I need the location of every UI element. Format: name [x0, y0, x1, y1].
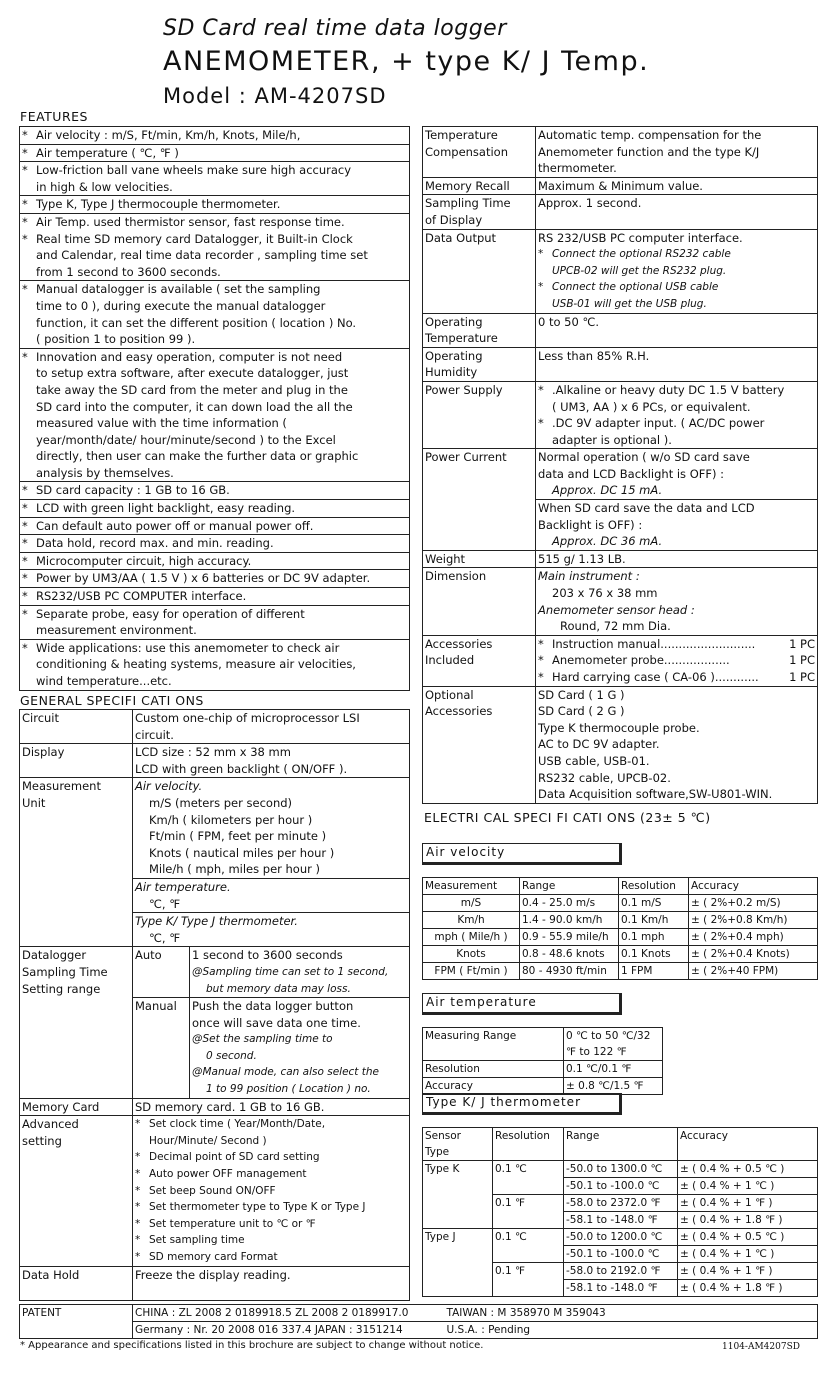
- table-cell: 0.9 - 55.9 mile/h: [520, 929, 619, 946]
- power-current-sd: When SD card save the data and LCD Backlight is OFF) : Approx. DC 36 mA.: [536, 500, 818, 551]
- table-cell: mph ( Mile/h ): [423, 929, 520, 946]
- range-cell: -50.0 to 1200.0 ℃: [564, 1229, 678, 1246]
- accessories-value: * Instruction manual.......................... 1 PC * Anemometer probe.................. 1 PC * Hard carrying case ( CA-06 )............ 1 PC: [536, 635, 818, 686]
- th-range: Range: [564, 1128, 678, 1161]
- table-cell: m/S: [423, 895, 520, 912]
- accuracy-cell: ± ( 0.4 % + 1 ℃ ): [678, 1178, 818, 1195]
- temp-compensation-label: Temperature Compensation: [423, 127, 536, 178]
- type-k-res-c: 0.1 ℃: [493, 1161, 564, 1195]
- accuracy-cell: ± ( 0.4 % + 1 ℃ ): [678, 1246, 818, 1263]
- table-row: [423, 946, 818, 963]
- optional-accessories-value: SD Card ( 1 G ) SD Card ( 2 G ) Type K thermocouple probe. AC to DC 9V adapter. USB cable, USB-01. RS232 cable, UPCB-02. Data Acquisition software,SW-U801-WIN.: [536, 686, 818, 803]
- table-row: [423, 963, 818, 980]
- feature-item: * Manual datalogger is available ( set the sampling time to 0 ), during execute the manual datalogger function, it can set the different position ( location ) No. ( position 1 to position 99 ).: [20, 281, 410, 348]
- display-label: Display: [20, 744, 133, 778]
- feature-item: * Microcomputer circuit, high accuracy.: [20, 552, 410, 570]
- accessories-label: Accessories Included: [423, 635, 536, 686]
- range-cell: -58.0 to 2192.0 ℉: [564, 1263, 678, 1280]
- product-title: ANEMOMETER, + type K/ J Temp.: [163, 46, 650, 77]
- table-row: [423, 895, 818, 912]
- type-k-label: Type K: [423, 1161, 493, 1229]
- air-temperature-table: [422, 1027, 663, 1095]
- table-cell: 1.4 - 90.0 km/h: [520, 912, 619, 929]
- data-hold-value: Freeze the display reading.: [133, 1266, 410, 1300]
- footer-note: * Appearance and specifications listed in this brochure are subject to change without notice.: [20, 1340, 484, 1351]
- patent-germany-japan: Germany : Nr. 20 2008 016 337.4 JAPAN : 3151214: [133, 1322, 445, 1339]
- auto-label: Auto: [133, 947, 190, 998]
- table-cell: ± 0.8 ℃/1.5 ℉: [564, 1078, 663, 1095]
- table-cell: 0.1 Km/h: [619, 912, 689, 929]
- data-output-value: RS 232/USB PC computer interface. * Connect the optional RS232 cable UPCB-02 will get the RS232 plug. * Connect the optional USB cable USB-01 will get the USB plug.: [536, 229, 818, 313]
- table-cell: Measuring Range: [423, 1028, 564, 1061]
- table-cell: 0.4 - 25.0 m/s: [520, 895, 619, 912]
- table-cell: Accuracy: [423, 1078, 564, 1095]
- memory-card-value: SD memory card. 1 GB to 16 GB.: [133, 1098, 410, 1116]
- patent-china: CHINA : ZL 2008 2 0189918.5 ZL 2008 2 0189917.0: [133, 1305, 445, 1322]
- advanced-setting-label: Advanced setting: [20, 1116, 133, 1266]
- air-velocity-label: Air velocity: [422, 843, 622, 865]
- accuracy-cell: ± ( 0.4 % + 1.8 ℉ ): [678, 1280, 818, 1297]
- table-cell: 0.1 ℃/0.1 ℉: [564, 1061, 663, 1078]
- features-title: FEATURES: [20, 109, 88, 124]
- dimension-value: Main instrument : 203 x 76 x 38 mm Anemometer sensor head : Round, 72 mm Dia.: [536, 568, 818, 635]
- type-k-res-f: 0.1 ℉: [493, 1195, 564, 1229]
- measurement-unit-label: Measurement Unit: [20, 778, 133, 947]
- type-j-label: Type J: [423, 1229, 493, 1297]
- table-cell: 0.1 Knots: [619, 946, 689, 963]
- feature-item: * Wide applications: use this anemometer to check air conditioning & heating systems, measure air velocities, wind temperature...etc.: [20, 639, 410, 690]
- sampling-time-label: Sampling Time of Display: [423, 195, 536, 229]
- subtitle: SD Card real time data logger: [163, 16, 507, 41]
- right-spec-table: [422, 126, 818, 804]
- feature-item: * Innovation and easy operation, computer is not need to setup extra software, after execute datalogger, just take away the SD card from the meter and plug in the SD card into the computer, it can down load the all the measured value with the time information ( year/month/date/ hour/minute/second ) to the Excel directly, then user can make the further data or graphic analysis by themselves.: [20, 348, 410, 482]
- table-cell: 1 FPM: [619, 963, 689, 980]
- operating-temp-label: Operating Temperature: [423, 313, 536, 347]
- data-output-label: Data Output: [423, 229, 536, 313]
- accuracy-cell: ± ( 0.4 % + 0.5 ℃ ): [678, 1161, 818, 1178]
- type-j-res-c: 0.1 ℃: [493, 1229, 564, 1263]
- operating-humidity-label: Operating Humidity: [423, 347, 536, 381]
- circuit-label: Circuit: [20, 710, 133, 744]
- table-cell: 0.1 mph: [619, 929, 689, 946]
- feature-item: * Data hold, record max. and min. reading.: [20, 535, 410, 553]
- manual-label: Manual: [133, 998, 190, 1099]
- feature-item: * Air Temp. used thermistor sensor, fast response time. * Real time SD memory card Datalogger, it Built-in Clock and Calendar, real time data recorder , sampling time set from 1 second to 3600 seconds.: [20, 213, 410, 280]
- display-value: LCD size : 52 mm x 38 mm LCD with green backlight ( ON/OFF ).: [133, 744, 410, 778]
- air-velocity-units: Air velocity. m/S (meters per second) Km/h ( kilometers per hour ) Ft/min ( FPM, feet per minute ) Knots ( nautical miles per hour ) Mile/h ( mph, miles per hour ): [133, 778, 410, 879]
- accuracy-cell: ± ( 0.4 % + 1 ℉ ): [678, 1263, 818, 1280]
- th-resolution: Resolution: [619, 878, 689, 895]
- memory-recall-label: Memory Recall: [423, 177, 536, 195]
- patent-table: [19, 1304, 818, 1339]
- sampling-time-value: Approx. 1 second.: [536, 195, 818, 229]
- general-spec-table: [19, 709, 410, 1301]
- operating-humidity-value: Less than 85% R.H.: [536, 347, 818, 381]
- table-cell: Resolution: [423, 1061, 564, 1078]
- table-cell: 0.1 m/S: [619, 895, 689, 912]
- weight-label: Weight: [423, 550, 536, 568]
- table-cell: Knots: [423, 946, 520, 963]
- operating-temp-value: 0 to 50 ℃.: [536, 313, 818, 347]
- table-row: [423, 929, 818, 946]
- th-resolution: Resolution: [493, 1128, 564, 1161]
- table-cell: ± ( 2%+40 FPM): [689, 963, 818, 980]
- table-cell: ± ( 2%+0.2 m/S): [689, 895, 818, 912]
- air-temperature-units: Air temperature. ℃, ℉: [133, 878, 410, 912]
- manual-value: Push the data logger button once will save data one time. @Set the sampling time to 0 second. @Manual mode, can also select the 1 to 99 position ( Location ) no.: [190, 998, 410, 1099]
- th-accuracy: Accuracy: [689, 878, 818, 895]
- circuit-value: Custom one-chip of microprocessor LSI circuit.: [133, 710, 410, 744]
- th-accuracy: Accuracy: [678, 1128, 818, 1161]
- temp-compensation-value: Automatic temp. compensation for the Anemometer function and the type K/J thermometer.: [536, 127, 818, 178]
- auto-value: 1 second to 3600 seconds @Sampling time can set to 1 second, but memory data may loss.: [190, 947, 410, 998]
- th-sensor-type: Sensor Type: [423, 1128, 493, 1161]
- th-range: Range: [520, 878, 619, 895]
- feature-item: * Air temperature ( ℃, ℉ ): [20, 144, 410, 162]
- accuracy-cell: ± ( 0.4 % + 1 ℉ ): [678, 1195, 818, 1212]
- document-code: 1104-AM4207SD: [722, 1342, 800, 1352]
- table-cell: ± ( 2%+0.4 mph): [689, 929, 818, 946]
- advanced-setting-list: * Set clock time ( Year/Month/Date, Hour/Minute/ Second ) * Decimal point of SD card setting * Auto power OFF management * Set beep Sound ON/OFF * Set thermometer type to Type K or Type J * Set temperature unit to ℃ or ℉ * Set sampling time * SD memory card Format: [133, 1116, 410, 1266]
- dimension-label: Dimension: [423, 568, 536, 635]
- power-supply-value: * .Alkaline or heavy duty DC 1.5 V battery ( UM3, AA ) x 6 PCs, or equivalent. * .DC 9V adapter input. ( AC/DC power adapter is optional ).: [536, 381, 818, 448]
- range-cell: -50.0 to 1300.0 ℃: [564, 1161, 678, 1178]
- power-supply-label: Power Supply: [423, 381, 536, 448]
- range-cell: -50.1 to -100.0 ℃: [564, 1246, 678, 1263]
- air-temperature-label: Air temperature: [422, 993, 622, 1015]
- patent-label: PATENT: [20, 1305, 133, 1339]
- accuracy-cell: ± ( 0.4 % + 1.8 ℉ ): [678, 1212, 818, 1229]
- optional-accessories-label: Optional Accessories: [423, 686, 536, 803]
- table-cell: 0.8 - 48.6 knots: [520, 946, 619, 963]
- range-cell: -50.1 to -100.0 ℃: [564, 1178, 678, 1195]
- thermocouple-table: [422, 1127, 818, 1297]
- patent-usa: U.S.A. : Pending: [445, 1322, 818, 1339]
- weight-value: 515 g/ 1.13 LB.: [536, 550, 818, 568]
- power-current-label: Power Current: [423, 449, 536, 551]
- feature-item: * Can default auto power off or manual power off.: [20, 517, 410, 535]
- table-row: [423, 1028, 663, 1061]
- memory-recall-value: Maximum & Minimum value.: [536, 177, 818, 195]
- air-velocity-table: [422, 877, 818, 980]
- power-current-normal: Normal operation ( w/o SD card save data and LCD Backlight is OFF) : Approx. DC 15 mA.: [536, 449, 818, 500]
- range-cell: -58.0 to 2372.0 ℉: [564, 1195, 678, 1212]
- datalogger-label: Datalogger Sampling Time Setting range: [20, 947, 133, 1098]
- th-measurement: Measurement: [423, 878, 520, 895]
- table-cell: 80 - 4930 ft/min: [520, 963, 619, 980]
- table-cell: Km/h: [423, 912, 520, 929]
- type-j-res-f: 0.1 ℉: [493, 1263, 564, 1297]
- electrical-spec-title: ELECTRI CAL SPECI FI CATI ONS (23± 5 ℃): [424, 810, 711, 825]
- model-number: Model : AM-4207SD: [163, 84, 387, 108]
- thermocouple-units: Type K/ Type J thermometer. ℃, ℉: [133, 913, 410, 947]
- features-table: [19, 126, 410, 691]
- feature-item: * LCD with green light backlight, easy reading.: [20, 500, 410, 518]
- table-cell: ± ( 2%+0.4 Knots): [689, 946, 818, 963]
- patent-taiwan: TAIWAN : M 358970 M 359043: [445, 1305, 818, 1322]
- range-cell: -58.1 to -148.0 ℉: [564, 1212, 678, 1229]
- table-row: [423, 912, 818, 929]
- memory-card-label: Memory Card: [20, 1098, 133, 1116]
- table-cell: FPM ( Ft/min ): [423, 963, 520, 980]
- table-row: [423, 1078, 663, 1095]
- feature-item: * Separate probe, easy for operation of different measurement environment.: [20, 605, 410, 639]
- general-spec-title: GENERAL SPECIFI CATI ONS: [20, 693, 204, 708]
- feature-item: * Power by UM3/AA ( 1.5 V ) x 6 batteries or DC 9V adapter.: [20, 570, 410, 588]
- feature-item: * Low-friction ball vane wheels make sure high accuracy in high & low velocities.: [20, 162, 410, 196]
- table-row: [423, 1061, 663, 1078]
- data-hold-label: Data Hold: [20, 1266, 133, 1300]
- table-cell: ± ( 2%+0.8 Km/h): [689, 912, 818, 929]
- thermocouple-label: Type K/ J thermometer: [422, 1093, 622, 1115]
- range-cell: -58.1 to -148.0 ℉: [564, 1280, 678, 1297]
- table-cell: 0 ℃ to 50 ℃/32 ℉ to 122 ℉: [564, 1028, 663, 1061]
- feature-item: * Air velocity : m/S, Ft/min, Km/h, Knots, Mile/h,: [20, 127, 410, 145]
- feature-item: * RS232/USB PC COMPUTER interface.: [20, 588, 410, 606]
- accuracy-cell: ± ( 0.4 % + 0.5 ℃ ): [678, 1229, 818, 1246]
- feature-item: * SD card capacity : 1 GB to 16 GB.: [20, 482, 410, 500]
- feature-item: * Type K, Type J thermocouple thermometer.: [20, 196, 410, 214]
